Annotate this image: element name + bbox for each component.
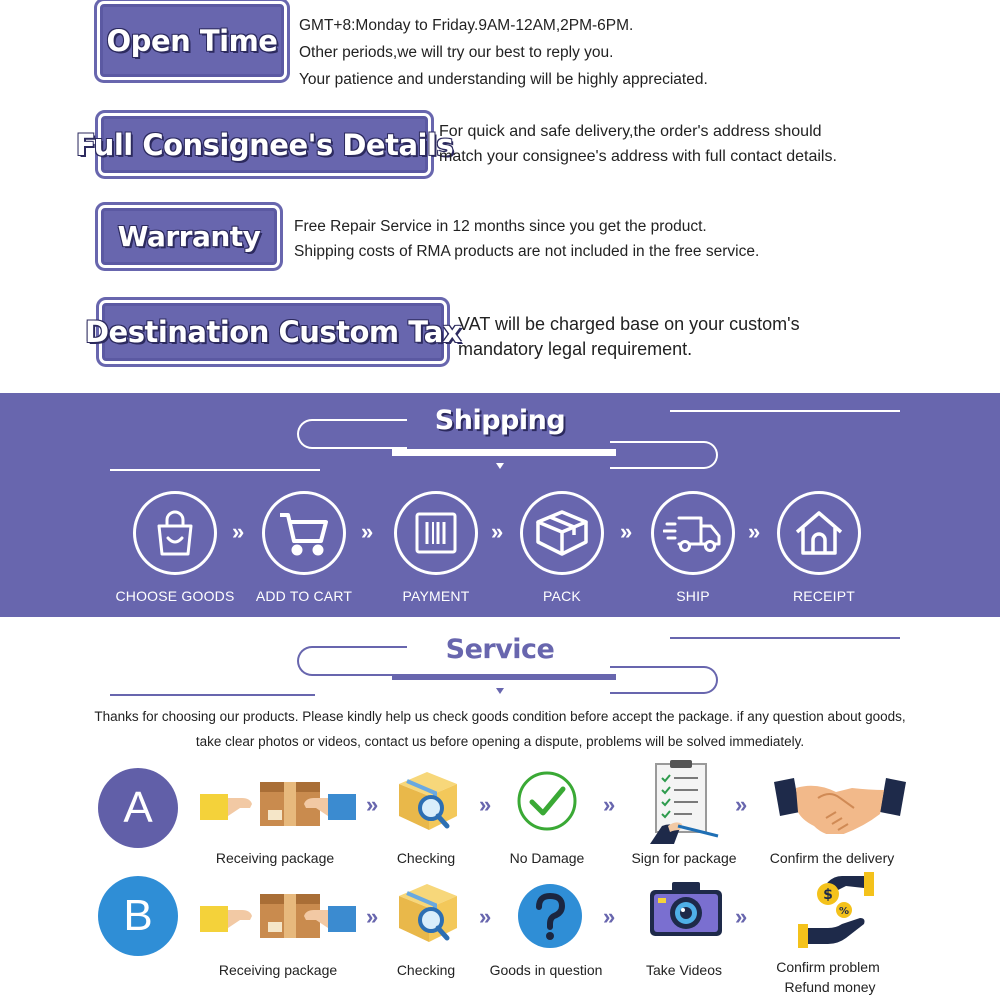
consignee-badge	[75, 116, 454, 173]
service-step-label: Receiving package	[215, 850, 335, 866]
consignee-text	[439, 119, 837, 169]
open-time-line: GMT+8:Monday to Friday.9AM-12AM,2PM-6PM.	[299, 17, 634, 34]
step-label: PAYMENT	[402, 588, 470, 604]
service-step-label: Checking	[396, 850, 456, 866]
chevron-right-icon: »	[748, 519, 761, 544]
box-icon	[534, 508, 590, 558]
cart-icon	[277, 508, 331, 558]
shipping-section	[0, 393, 1000, 617]
header-line	[670, 410, 900, 412]
step-label: SHIP	[676, 588, 710, 604]
service-step-label: Refund money	[784, 979, 876, 995]
question-circle-icon	[516, 882, 584, 950]
service-step-label: Goods in question	[489, 962, 603, 978]
chevron-right-icon: »	[735, 792, 748, 817]
warranty-title: Warranty	[117, 220, 261, 253]
title-pointer-icon	[496, 463, 504, 469]
chevron-right-icon: »	[491, 519, 504, 544]
step-ship-circle	[651, 491, 735, 575]
chevron-right-icon: »	[620, 519, 633, 544]
custom-tax-line: mandatory legal requirement.	[458, 339, 693, 359]
open-time-line: Other periods,we will try our best to reply you.	[299, 44, 614, 61]
warranty-text	[294, 214, 759, 264]
custom-tax-title: Destination Custom Tax	[84, 315, 462, 349]
chevron-right-icon: »	[232, 519, 245, 544]
row-a-badge: A	[98, 768, 178, 848]
warranty-line: Free Repair Service in 12 months since you get the product.	[294, 218, 707, 235]
svg-text:$: $	[823, 887, 833, 903]
service-step-label: Checking	[396, 962, 456, 978]
open-time-text	[299, 12, 708, 93]
header-ornament-left	[297, 646, 407, 676]
handshake-icon	[774, 778, 906, 834]
box-magnifier-icon	[393, 878, 463, 948]
camera-icon	[650, 880, 722, 938]
title-pointer-icon	[496, 688, 504, 694]
check-circle-icon	[514, 768, 580, 834]
package-handover-icon	[200, 888, 356, 944]
step-label: PACK	[543, 588, 581, 604]
consignee-line: For quick and safe delivery,the order's address should	[439, 123, 822, 140]
truck-icon	[663, 508, 723, 558]
custom-tax-text	[458, 312, 800, 362]
house-icon	[793, 508, 845, 558]
box-magnifier-icon	[393, 766, 463, 836]
open-time-title: Open Time	[106, 23, 278, 58]
open-time-line: Your patience and understanding will be highly appreciated.	[299, 71, 708, 88]
service-step-label: Take Videos	[645, 962, 722, 978]
custom-tax-badge	[84, 303, 462, 361]
open-time-badge	[100, 4, 284, 77]
custom-tax-line: VAT will be charged base on your custom's	[458, 314, 800, 334]
step-payment-circle	[394, 491, 478, 575]
shipping-title: Shipping	[434, 405, 566, 436]
header-ornament-right	[610, 441, 718, 469]
header-line	[670, 637, 900, 639]
clipboard-sign-icon	[648, 760, 728, 844]
header-ornament-left	[297, 419, 407, 449]
chevron-right-icon: »	[735, 904, 748, 929]
title-underline	[392, 674, 616, 680]
chevron-right-icon: »	[366, 792, 379, 817]
service-step-label: Sign for package	[631, 850, 737, 866]
chevron-right-icon: »	[603, 904, 616, 929]
chevron-right-icon: »	[603, 792, 616, 817]
chevron-right-icon: »	[366, 904, 379, 929]
service-intro-line: take clear photos or videos, contact us before opening a dispute, problems will be solved immediately.	[195, 734, 805, 749]
svg-text:%: %	[838, 906, 850, 917]
title-underline	[392, 449, 616, 456]
refund-money-icon	[794, 870, 880, 950]
step-add-to-cart-circle	[262, 491, 346, 575]
step-receipt-circle	[777, 491, 861, 575]
service-step-label: No Damage	[509, 850, 585, 866]
service-intro-line: Thanks for choosing our products. Please kindly help us check goods condition before accept the package. if any question about goods,	[94, 709, 906, 724]
chevron-right-icon: »	[479, 792, 492, 817]
service-title: Service	[445, 634, 555, 665]
service-step-label: Confirm problem	[776, 959, 880, 975]
consignee-title: Full Consignee's Details	[75, 127, 454, 162]
warranty-line: Shipping costs of RMA products are not included in the free service.	[294, 243, 760, 260]
header-ornament-right	[610, 666, 718, 694]
header-line	[110, 469, 320, 471]
service-step-label: Confirm the delivery	[769, 850, 895, 866]
step-label: CHOOSE GOODS	[115, 588, 235, 604]
warranty-badge	[101, 208, 277, 265]
step-choose-goods-circle	[133, 491, 217, 575]
step-pack-circle	[520, 491, 604, 575]
service-step-label: Receiving package	[218, 962, 338, 978]
step-label: RECEIPT	[792, 588, 856, 604]
chevron-right-icon: »	[361, 519, 374, 544]
shopping-bag-icon	[150, 508, 200, 558]
row-b-badge: B	[98, 876, 178, 956]
consignee-line: match your consignee's address with full contact details.	[439, 148, 837, 165]
chevron-right-icon: »	[479, 904, 492, 929]
header-line	[110, 694, 315, 696]
barcode-icon	[413, 510, 459, 556]
step-label: ADD TO CART	[255, 588, 353, 604]
package-handover-icon	[200, 776, 356, 832]
